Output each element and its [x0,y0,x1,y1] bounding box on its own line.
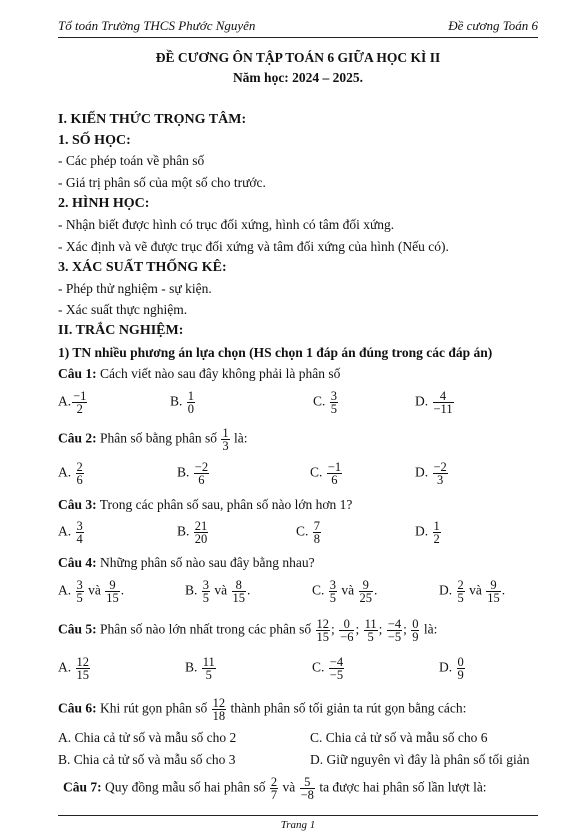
q6-option-a[interactable]: A. Chia cả tử số và mẫu số cho 2 [58,730,237,745]
q3-option-c[interactable]: C. $\frac{7}{8}$ [296,519,321,546]
section-1-heading: I. KIẾN THỨC TRỌNG TÂM: [58,112,247,127]
q1-option-b[interactable]: B. $\frac{1}{0}$ [170,389,195,416]
subsection-arithmetic: 1. SỐ HỌC: [58,133,131,148]
question-label: Câu 2: [58,430,97,446]
list-item: - Các phép toán về phân số [58,153,205,168]
question-text: Quy đồng mẫu số hai phân số [101,779,269,795]
list-item: - Phép thử nghiệm - sự kiện. [58,281,212,296]
page-header [58,18,538,36]
question-5: Câu 5: Phân số nào lớn nhất trong các phân số $\frac{12}{15}$ ; $\frac{0}{-6}$ ; $\frac{11}{5}$ ; $\frac{-4}{-5}$ ; $\frac{0}{9}$ là: [58,617,438,644]
q2-option-b[interactable]: B. $\frac{-2}{6}$ [177,460,209,487]
header-rule [58,37,538,38]
question-label: Câu 1: [58,366,97,381]
q4-option-c[interactable]: C. $\frac{3}{5}$ và $\frac{9}{25}$ . [312,578,378,605]
subsection-statistics: 3. XÁC SUẤT THỐNG KÊ: [58,260,227,275]
header-doc-title: Đề cương Toán 6 [448,18,538,33]
list-item: - Xác định và vẽ được trục đối xứng và tâm đối xứng của hình (Nếu có). [58,239,449,254]
q1-option-d[interactable]: D. $\frac{4}{-11}$ [415,389,453,416]
list-item: - Nhận biết được hình có trục đối xứng, hình có tâm đối xứng. [58,217,395,232]
school-year: Năm học: 2024 – 2025. [232,70,364,85]
list-item: - Xác suất thực nghiệm. [58,302,188,317]
question-text: Cách viết nào sau đây không phải là phân số [96,366,341,381]
question-4 [58,555,315,571]
q4-option-b[interactable]: B. $\frac{3}{5}$ và $\frac{8}{15}$ . [185,578,251,605]
question-3 [58,497,352,513]
question-text: Khi rút gọn phân số [96,700,211,716]
q1-option-c[interactable]: C. $\frac{3}{5}$ [313,389,338,416]
list-item: - Giá trị phân số của một số cho trước. [58,175,266,190]
q6-option-b[interactable]: B. Chia cả tử số và mẫu số cho 3 [58,752,236,767]
question-7: Câu 7: Quy đồng mẫu số hai phân số $\frac{2}{7}$ và $\frac{5}{-8}$ ta được hai phân số lần lượt là: [63,775,487,802]
section-2-heading: II. TRẮC NGHIỆM: [58,323,184,338]
question-6: Câu 6: Khi rút gọn phân số $\frac{12}{18}$ thành phân số tối giản ta rút gọn bằng cách: [58,696,467,723]
subsection-geometry: 2. HÌNH HỌC: [58,196,150,211]
q3-option-b[interactable]: B. $\frac{21}{20}$ [177,519,208,546]
q4-option-d[interactable]: D. $\frac{2}{5}$ và $\frac{9}{15}$ . [439,578,506,605]
question-2: Câu 2: Phân số bằng phân số $\frac{1}{3}$ là: [58,426,248,453]
footer-rule [58,815,538,816]
question-label: Câu 3: [58,497,97,512]
page-number: Trang 1 [280,819,316,831]
question-label: Câu 6: [58,700,97,716]
q2-option-d[interactable]: D. $\frac{-2}{3}$ [415,460,447,487]
q2-option-c[interactable]: C. $\frac{-1}{6}$ [310,460,342,487]
question-text: Phân số nào lớn nhất trong các phân số [96,621,315,637]
q3-option-a[interactable]: A. $\frac{3}{4}$ [58,519,83,546]
q5-option-d[interactable]: D. $\frac{0}{9}$ [439,655,464,682]
question-text: Phân số bằng phân số [96,430,221,446]
q5-option-c[interactable]: C. $\frac{-4}{-5}$ [312,655,344,682]
question-1 [58,366,340,382]
header-school: Tổ toán Trường THCS Phước Nguyên [58,18,256,33]
question-label: Câu 4: [58,555,97,570]
q6-option-d[interactable]: D. Giữ nguyên vì đây là phân số tối giản [310,752,530,767]
part-1-heading: 1) TN nhiều phương án lựa chọn (HS chọn 1 đáp án đúng trong các đáp án) [58,345,493,360]
question-label: Câu 5: [58,621,97,637]
q1-option-a[interactable]: A. $\frac{-1}{2}$ [58,389,87,416]
question-text: Trong các phân số sau, phân số nào lớn hơn 1? [96,497,353,512]
document-title: ĐỀ CƯƠNG ÔN TẬP TOÁN 6 GIỮA HỌC KÌ II [155,50,441,65]
q4-option-a[interactable]: A. $\frac{3}{5}$ và $\frac{9}{15}$ . [58,578,125,605]
question-text: Những phân số nào sau đây bằng nhau? [96,555,315,570]
q2-option-a[interactable]: A. $\frac{2}{6}$ [58,460,83,487]
fraction: $\frac{1}{3}$ [222,426,229,453]
q6-option-c[interactable]: C. Chia cả tử số và mẫu số cho 6 [310,730,488,745]
q3-option-d[interactable]: D. $\frac{1}{2}$ [415,519,440,546]
question-label: Câu 7: [63,779,102,795]
q5-option-a[interactable]: A. $\frac{12}{15}$ [58,655,89,682]
q5-option-b[interactable]: B. $\frac{11}{5}$ [185,655,215,682]
